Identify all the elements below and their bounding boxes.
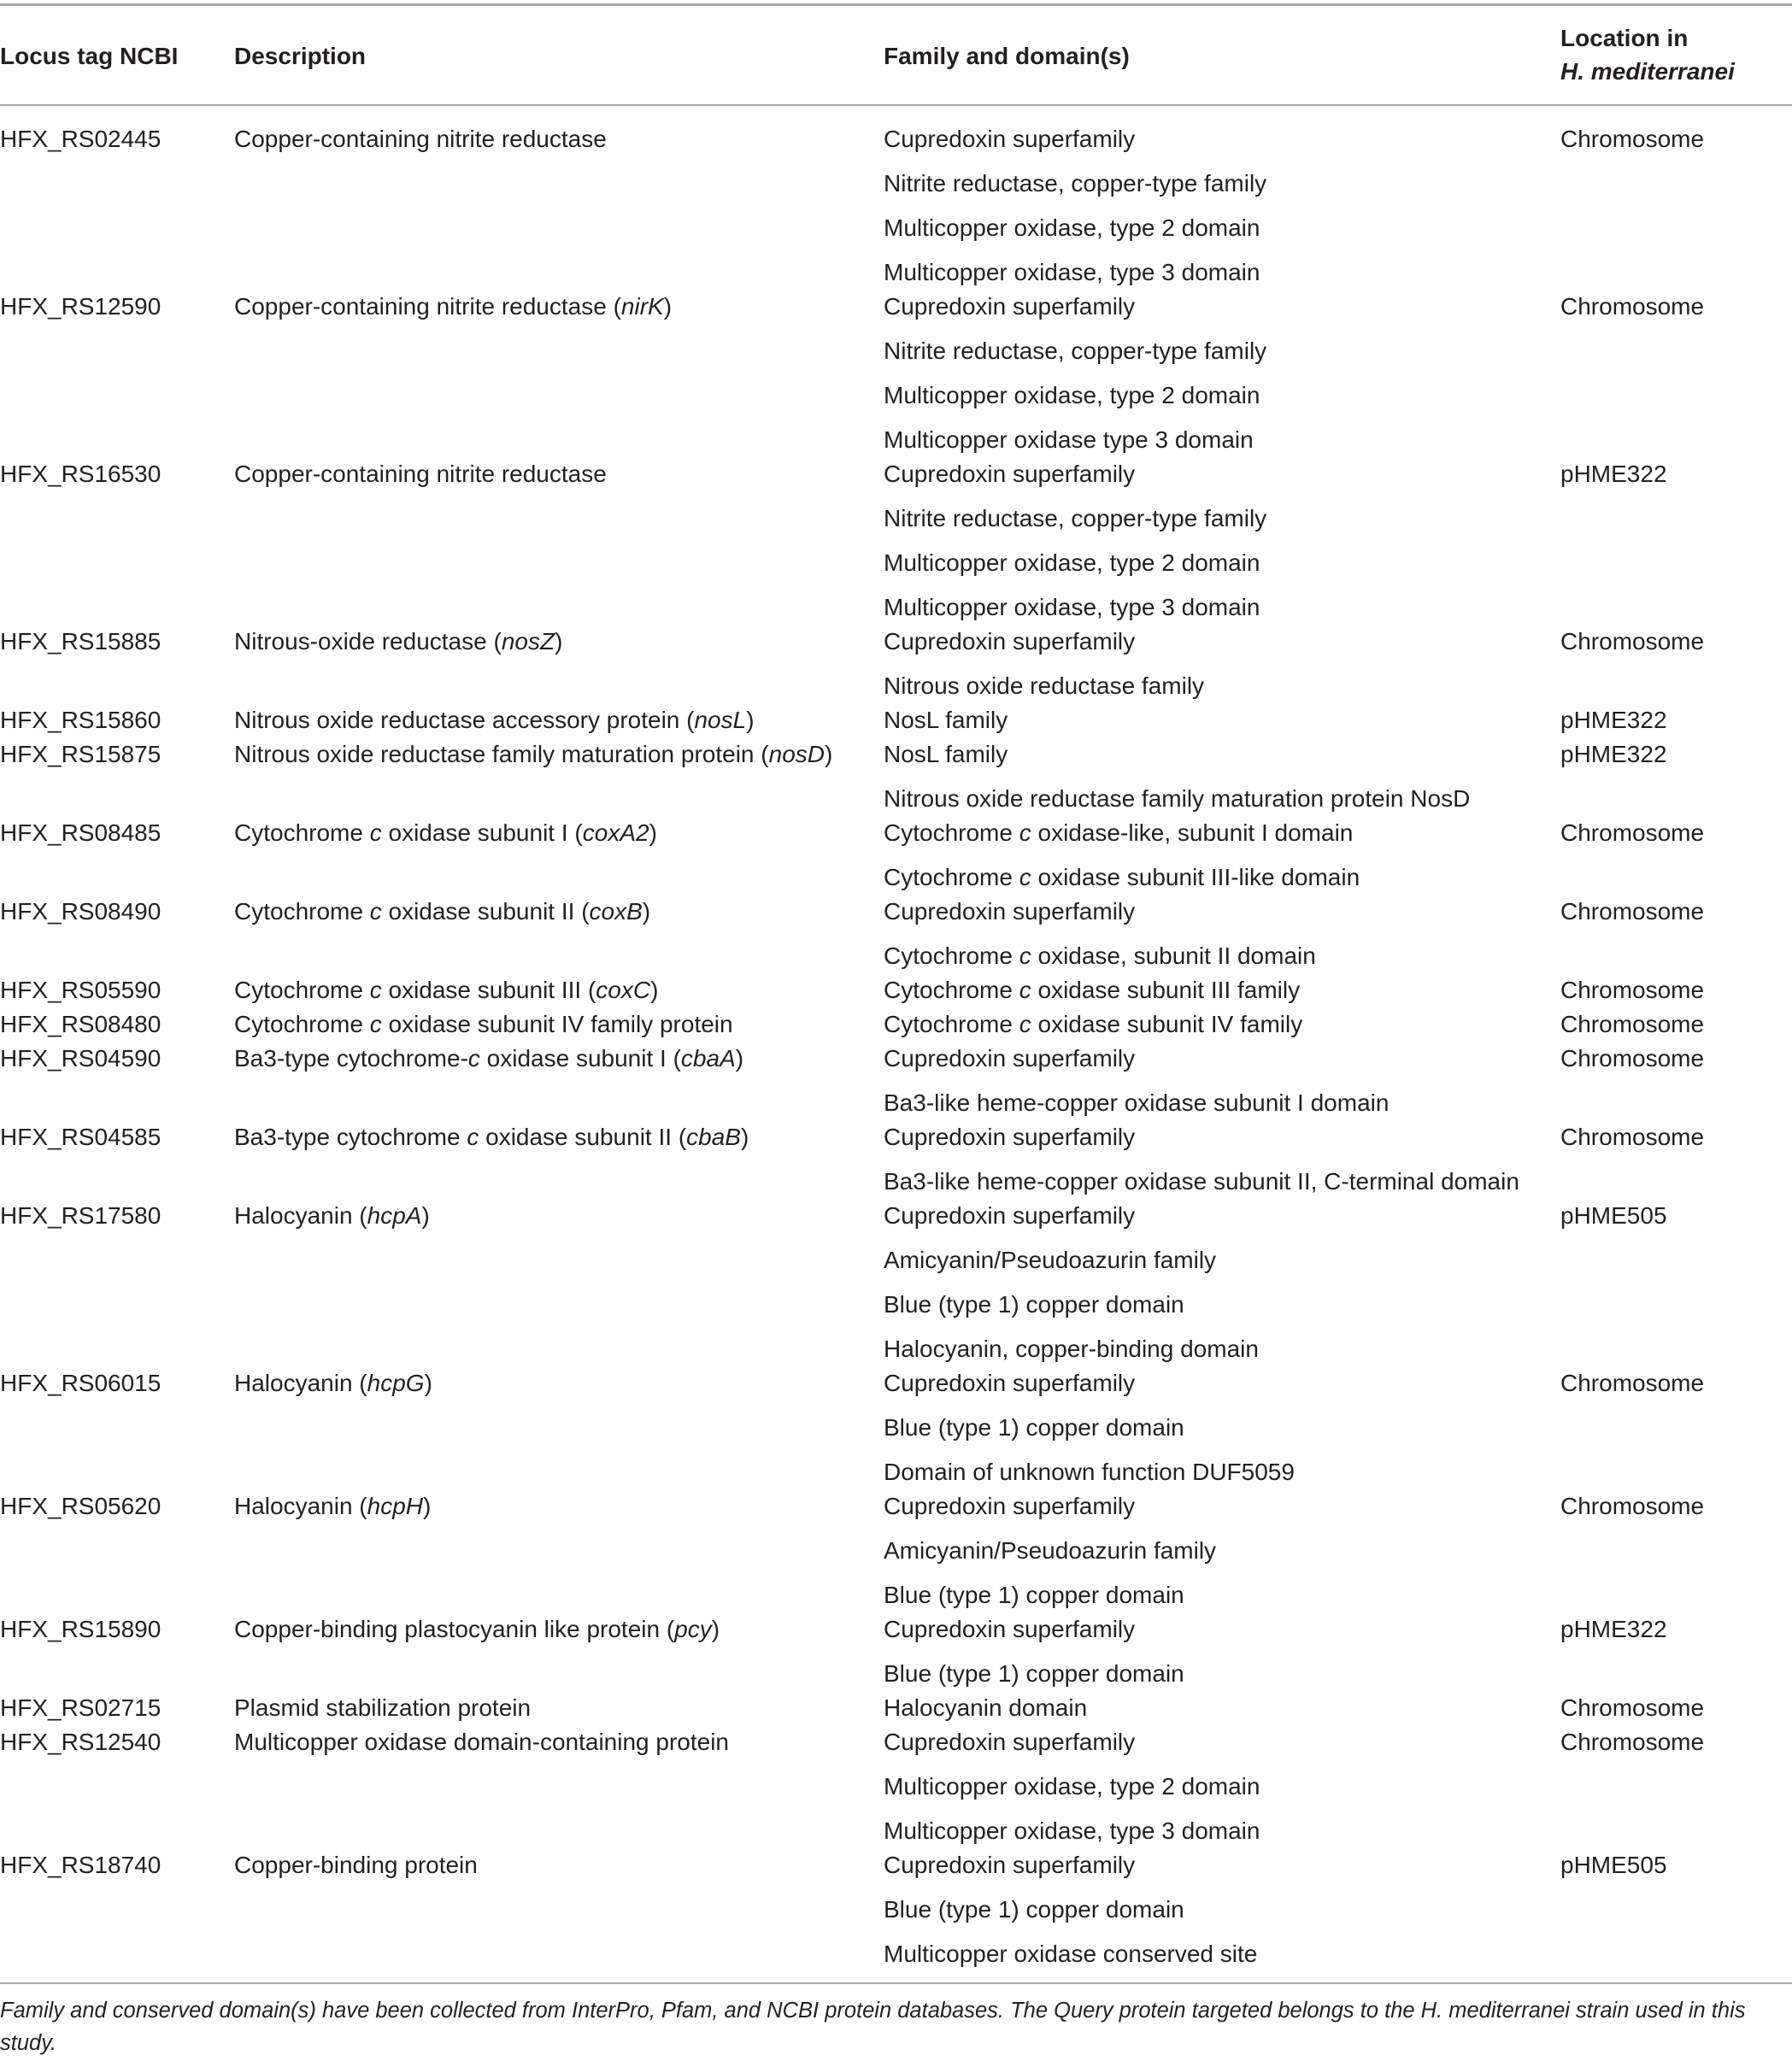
text-run: Nitrous-oxide reductase ( — [234, 628, 502, 655]
text-run: oxidase subunit I ( — [381, 819, 583, 846]
description-cell — [234, 897, 650, 926]
text-run: ) — [746, 707, 755, 733]
text-run: ) — [555, 628, 563, 655]
description-cell — [234, 460, 607, 489]
italic-term: c — [1019, 977, 1031, 1003]
description-cell — [234, 1044, 743, 1073]
family-domain-cell — [884, 1123, 1135, 1152]
text-run: Cupredoxin superfamily — [884, 1729, 1136, 1755]
description-cell — [234, 1201, 430, 1230]
locus-tag-cell: HFX_RS06015 — [0, 1370, 162, 1396]
italic-term: c — [1019, 1011, 1031, 1037]
family-domain-cell — [884, 672, 1204, 701]
description-cell — [234, 706, 755, 735]
locus-tag-cell: HFX_RS12590 — [0, 293, 162, 320]
header-family-domains: Family and domain(s) — [884, 43, 1130, 69]
text-run: Copper-containing nitrite reductase — [234, 126, 607, 152]
text-run: ) — [423, 1493, 432, 1519]
text-run: Cytochrome — [884, 1011, 1019, 1037]
family-domain-cell — [884, 1492, 1135, 1521]
header-location-line1: Location in — [1560, 25, 1689, 51]
locus-tag-cell: HFX_RS08490 — [0, 898, 162, 925]
location-cell: Chromosome — [1560, 1370, 1705, 1396]
text-run: Cytochrome — [884, 864, 1019, 890]
location-cell: Chromosome — [1560, 819, 1705, 846]
text-run: Cupredoxin superfamily — [884, 126, 1136, 152]
family-domain-cell — [884, 1290, 1184, 1319]
text-run: ) — [421, 1202, 430, 1229]
italic-term: pcy — [674, 1616, 712, 1642]
italic-term: cbaA — [680, 1045, 736, 1072]
text-run: Cupredoxin superfamily — [884, 1045, 1136, 1072]
text-run: Amicyanin/Pseudoazurin family — [884, 1247, 1217, 1273]
text-run: Cupredoxin superfamily — [884, 1124, 1136, 1150]
family-domain-cell — [884, 863, 1360, 892]
text-run: Cytochrome — [884, 942, 1019, 969]
location-cell: Chromosome — [1560, 1493, 1705, 1519]
text-run: oxidase subunit I ( — [479, 1045, 681, 1072]
text-run: oxidase subunit II ( — [381, 898, 590, 925]
text-run: Nitrite reductase, copper-type family — [884, 338, 1267, 364]
family-domain-cell — [884, 819, 1353, 848]
description-cell — [234, 292, 672, 321]
text-run: oxidase-like, subunit I domain — [1031, 819, 1354, 846]
text-run: oxidase, subunit II domain — [1031, 942, 1316, 969]
table-top-rule — [0, 3, 1792, 6]
italic-term: c — [1019, 942, 1031, 969]
location-cell: Chromosome — [1560, 293, 1705, 320]
text-run: ) — [711, 1616, 720, 1642]
locus-tag-cell: HFX_RS15885 — [0, 628, 162, 655]
family-domain-cell — [884, 1536, 1216, 1565]
text-run: oxidase subunit II ( — [479, 1124, 687, 1150]
family-domain-cell — [884, 627, 1135, 656]
location-cell: Chromosome — [1560, 1124, 1705, 1150]
description-cell — [234, 740, 832, 769]
italic-term: c — [467, 1124, 479, 1150]
text-run: ) — [642, 898, 651, 925]
text-run: Cytochrome — [234, 898, 370, 925]
locus-tag-cell: HFX_RS02445 — [0, 126, 162, 152]
text-run: oxidase subunit IV family — [1031, 1011, 1303, 1037]
text-run: Multicopper oxidase conserved site — [884, 1941, 1258, 1967]
family-domain-cell — [884, 1167, 1519, 1196]
locus-tag-cell: HFX_RS08485 — [0, 819, 162, 846]
text-run: NosL family — [884, 707, 1008, 733]
locus-tag-cell: HFX_RS15890 — [0, 1616, 162, 1642]
description-cell — [234, 976, 658, 1005]
text-run: Nitrous oxide reductase family — [884, 672, 1205, 699]
text-run: Nitrous oxide reductase family maturation protein ( — [234, 741, 769, 767]
location-cell: Chromosome — [1560, 1729, 1705, 1755]
table-footnote: Family and conserved domain(s) have been collected from InterPro, Pfam, and NCBI protein databases. The Query protein targeted belongs to the H. mediterranei strain used in this study. — [0, 1999, 1746, 2055]
text-run: Multicopper oxidase, type 3 domain — [884, 1817, 1260, 1844]
italic-term: c — [369, 1011, 382, 1037]
italic-term: hcpA — [367, 1202, 422, 1229]
family-domain-cell — [884, 1728, 1135, 1757]
locus-tag-cell: HFX_RS12540 — [0, 1729, 162, 1755]
text-run: oxidase subunit III ( — [381, 977, 596, 1003]
text-run: Halocyanin ( — [234, 1370, 367, 1396]
family-domain-cell — [884, 784, 1470, 813]
italic-term: hcpH — [367, 1493, 424, 1519]
text-run: ) — [740, 1124, 749, 1150]
description-cell — [234, 1492, 431, 1521]
italic-term: nirK — [620, 293, 664, 320]
locus-tag-cell: HFX_RS16530 — [0, 461, 162, 487]
italic-term: c — [369, 898, 382, 925]
text-run: NosL family — [884, 741, 1008, 767]
text-run: Multicopper oxidase type 3 domain — [884, 426, 1254, 453]
text-run: Halocyanin, copper-binding domain — [884, 1336, 1259, 1362]
text-run: Cupredoxin superfamily — [884, 1852, 1136, 1878]
family-domain-cell — [884, 214, 1260, 243]
family-domain-cell — [884, 1413, 1184, 1442]
text-run: Copper-binding plastocyanin like protein ( — [234, 1616, 675, 1642]
location-cell: Chromosome — [1560, 628, 1705, 655]
location-cell: Chromosome — [1560, 126, 1705, 152]
text-run: Nitrous oxide reductase accessory protein ( — [234, 707, 695, 733]
text-run: Halocyanin domain — [884, 1694, 1088, 1721]
text-run: Nitrite reductase, copper-type family — [884, 170, 1267, 197]
italic-term: c — [369, 819, 382, 846]
italic-term: c — [1019, 864, 1031, 890]
family-domain-cell — [884, 1369, 1135, 1398]
italic-term: hcpG — [367, 1370, 425, 1396]
text-run: oxidase subunit IV family protein — [381, 1011, 733, 1037]
description-cell — [234, 1010, 733, 1039]
family-domain-cell — [884, 1615, 1135, 1644]
locus-tag-cell: HFX_RS18740 — [0, 1852, 162, 1878]
text-run: ) — [650, 977, 659, 1003]
text-run: Ba3-like heme-copper oxidase subunit I domain — [884, 1089, 1390, 1116]
text-run: ) — [649, 819, 657, 846]
family-domain-cell — [884, 337, 1266, 366]
family-domain-cell — [884, 504, 1266, 533]
header-locus-tag: Locus tag NCBI — [0, 43, 179, 69]
description-cell — [234, 1123, 749, 1152]
family-domain-cell — [884, 125, 1135, 154]
description-cell — [234, 1851, 478, 1880]
text-run: Cytochrome — [234, 1011, 370, 1037]
text-run: Plasmid stabilization protein — [234, 1694, 532, 1721]
family-domain-cell — [884, 1851, 1135, 1880]
italic-term: nosL — [694, 707, 747, 733]
family-domain-cell — [884, 1044, 1135, 1073]
italic-term: c — [369, 977, 382, 1003]
family-domain-cell — [884, 258, 1260, 287]
location-cell: pHME322 — [1560, 461, 1667, 487]
family-domain-cell — [884, 549, 1260, 578]
text-run: Cupredoxin superfamily — [884, 1493, 1136, 1519]
locus-tag-cell: HFX_RS08480 — [0, 1011, 162, 1037]
family-domain-cell — [884, 593, 1260, 622]
text-run: Cupredoxin superfamily — [884, 461, 1136, 487]
locus-tag-cell: HFX_RS05620 — [0, 1493, 162, 1519]
location-cell: Chromosome — [1560, 977, 1705, 1003]
text-run: Blue (type 1) copper domain — [884, 1291, 1184, 1318]
family-domain-cell — [884, 706, 1008, 735]
text-run: Halocyanin ( — [234, 1202, 367, 1229]
text-run: Cupredoxin superfamily — [884, 1370, 1136, 1396]
text-run: Cupredoxin superfamily — [884, 898, 1136, 925]
text-run: Cytochrome — [884, 819, 1019, 846]
family-domain-cell — [884, 976, 1300, 1005]
description-cell — [234, 1694, 531, 1723]
text-run: oxidase subunit III-like domain — [1031, 864, 1360, 890]
family-domain-cell — [884, 1772, 1260, 1801]
text-run: Cytochrome — [234, 977, 370, 1003]
family-domain-cell — [884, 1581, 1184, 1610]
text-run: Cytochrome — [884, 977, 1019, 1003]
text-run: Blue (type 1) copper domain — [884, 1582, 1184, 1608]
italic-term: coxC — [596, 977, 651, 1003]
text-run: Cupredoxin superfamily — [884, 293, 1136, 320]
text-run: ) — [663, 293, 673, 320]
header-location-line2: H. mediterranei — [1560, 58, 1735, 85]
description-cell — [234, 627, 562, 656]
text-run: Cupredoxin superfamily — [884, 1616, 1136, 1642]
family-domain-cell — [884, 1201, 1135, 1230]
locus-tag-cell: HFX_RS15875 — [0, 741, 162, 767]
family-domain-cell — [884, 1659, 1184, 1688]
text-run: Multicopper oxidase, type 2 domain — [884, 1773, 1260, 1800]
text-run: Multicopper oxidase, type 3 domain — [884, 594, 1260, 620]
location-cell: pHME322 — [1560, 1616, 1667, 1642]
italic-term: cbaB — [686, 1124, 741, 1150]
text-run: Ba3-type cytochrome- — [234, 1045, 468, 1072]
description-cell — [234, 819, 657, 848]
italic-term: nosZ — [501, 628, 555, 655]
text-run: Domain of unknown function DUF5059 — [884, 1459, 1295, 1485]
description-cell — [234, 1615, 720, 1644]
italic-term: c — [1019, 819, 1031, 846]
text-run: ) — [735, 1045, 744, 1072]
text-run: Copper-containing nitrite reductase — [234, 461, 607, 487]
family-domain-cell — [884, 1817, 1260, 1846]
text-run: Multicopper oxidase, type 2 domain — [884, 549, 1260, 576]
description-cell — [234, 1369, 432, 1398]
family-domain-cell — [884, 1895, 1184, 1924]
text-run: Cupredoxin superfamily — [884, 1202, 1136, 1229]
family-domain-cell — [884, 897, 1135, 926]
text-run: Ba3-type cytochrome — [234, 1124, 467, 1150]
text-run: Ba3-like heme-copper oxidase subunit II, C-terminal domain — [884, 1168, 1519, 1195]
location-cell: pHME322 — [1560, 707, 1667, 733]
header-location — [1560, 21, 1735, 88]
text-run: Blue (type 1) copper domain — [884, 1414, 1184, 1441]
location-cell: pHME505 — [1560, 1852, 1667, 1878]
family-domain-cell — [884, 1940, 1257, 1969]
family-domain-cell — [884, 460, 1135, 489]
text-run: Blue (type 1) copper domain — [884, 1896, 1184, 1923]
text-run: Halocyanin ( — [234, 1493, 367, 1519]
text-run: ) — [825, 741, 833, 767]
family-domain-cell — [884, 1335, 1259, 1364]
italic-term: coxA2 — [582, 819, 649, 846]
locus-tag-cell: HFX_RS15860 — [0, 707, 162, 733]
location-cell: pHME322 — [1560, 741, 1667, 767]
text-run: Multicopper oxidase domain-containing protein — [234, 1729, 730, 1755]
description-cell — [234, 125, 607, 154]
family-domain-cell — [884, 1246, 1216, 1275]
locus-tag-cell: HFX_RS04585 — [0, 1124, 162, 1150]
family-domain-cell — [884, 381, 1260, 410]
italic-term: coxB — [589, 898, 643, 925]
location-cell: Chromosome — [1560, 1045, 1705, 1072]
italic-term: c — [467, 1045, 480, 1072]
text-run: Amicyanin/Pseudoazurin family — [884, 1537, 1217, 1564]
family-domain-cell — [884, 1089, 1389, 1118]
family-domain-cell — [884, 740, 1008, 769]
text-run: Multicopper oxidase, type 2 domain — [884, 382, 1260, 408]
locus-tag-cell: HFX_RS17580 — [0, 1202, 162, 1229]
family-domain-cell — [884, 942, 1316, 971]
header-description: Description — [234, 43, 367, 69]
text-run: ) — [424, 1370, 432, 1396]
description-cell — [234, 1728, 729, 1757]
text-run: Nitrous oxide reductase family maturation protein NosD — [884, 785, 1471, 812]
table-header-rule — [0, 104, 1792, 106]
text-run: Copper-containing nitrite reductase ( — [234, 293, 621, 320]
family-domain-cell — [884, 1458, 1295, 1487]
location-cell: Chromosome — [1560, 1011, 1705, 1037]
locus-tag-cell: HFX_RS05590 — [0, 977, 162, 1003]
text-run: Nitrite reductase, copper-type family — [884, 505, 1267, 531]
family-domain-cell — [884, 426, 1254, 455]
location-cell: Chromosome — [1560, 1694, 1705, 1721]
text-run: Blue (type 1) copper domain — [884, 1660, 1184, 1687]
text-run: Multicopper oxidase, type 2 domain — [884, 214, 1260, 241]
text-run: Cytochrome — [234, 819, 370, 846]
family-domain-cell — [884, 1694, 1087, 1723]
text-run: Multicopper oxidase, type 3 domain — [884, 259, 1260, 285]
table-bottom-rule — [0, 1982, 1792, 1984]
family-domain-cell — [884, 169, 1266, 198]
family-domain-cell — [884, 1010, 1302, 1039]
text-run: Copper-binding protein — [234, 1852, 478, 1878]
location-cell: Chromosome — [1560, 898, 1705, 925]
location-cell: pHME505 — [1560, 1202, 1667, 1229]
family-domain-cell — [884, 292, 1135, 321]
locus-tag-cell: HFX_RS02715 — [0, 1694, 162, 1721]
locus-tag-cell: HFX_RS04590 — [0, 1045, 162, 1072]
text-run: Cupredoxin superfamily — [884, 628, 1136, 655]
italic-term: nosD — [768, 741, 825, 767]
text-run: oxidase subunit III family — [1031, 977, 1301, 1003]
